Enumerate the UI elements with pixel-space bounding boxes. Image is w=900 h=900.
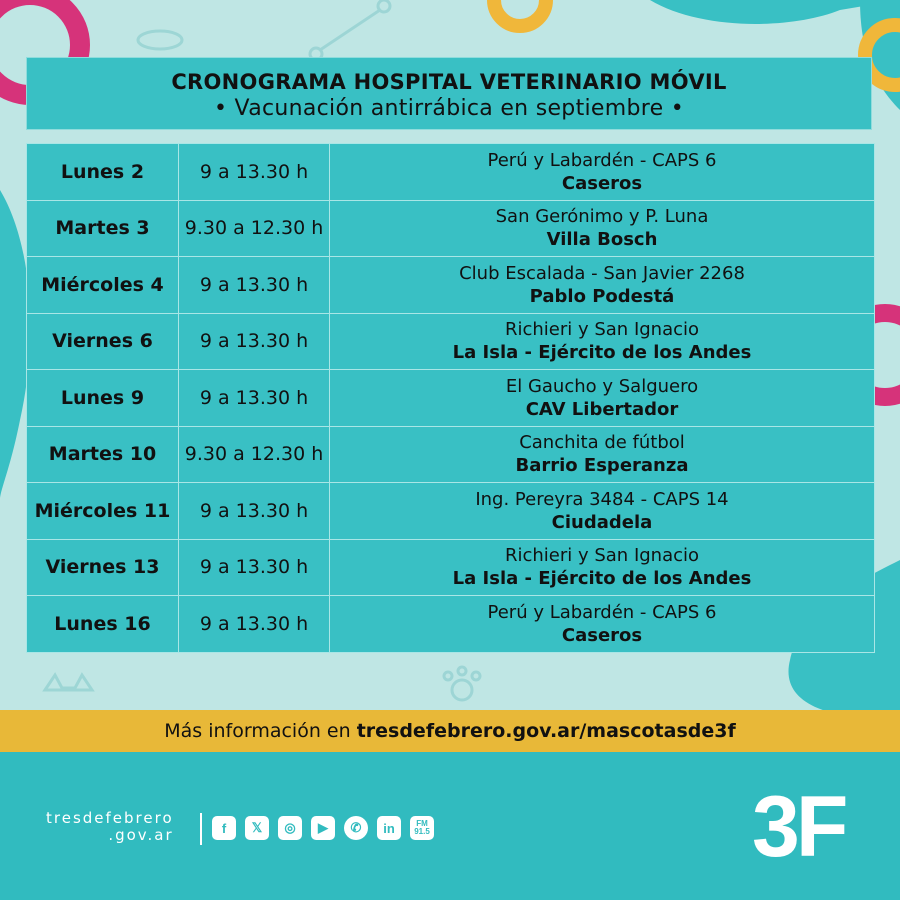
address-text: Ing. Pereyra 3484 - CAPS 14 [475,488,729,510]
address-text: Richieri y San Ignacio [504,319,700,341]
brand-logo-text [46,810,174,844]
time-cell: 9.30 a 12.30 h [179,200,330,257]
day-cell: Lunes 2 [27,144,179,201]
brand-line2: .gov.ar [108,826,174,844]
place-cell [330,200,875,257]
address-text: Canchita de fútbol [519,432,685,454]
table-row [27,483,875,540]
instagram-icon[interactable]: ◎ [278,816,302,840]
info-link[interactable]: tresdefebrero.gov.ar/mascotasde3f [356,720,736,742]
fm-radio-icon[interactable]: FM 91.5 [410,816,434,840]
3f-logo: 3F [752,779,845,875]
locality-text: Barrio Esperanza [515,455,689,477]
place-cell [330,596,875,653]
table-row [27,370,875,427]
place-cell [330,313,875,370]
address-text: San Gerónimo y P. Luna [495,206,709,228]
day-cell: Viernes 6 [27,313,179,370]
brand-line1: tresdefebrero [46,809,174,827]
table-row [27,313,875,370]
table-row [27,596,875,653]
schedule-table [26,143,875,653]
locality-text: La Isla - Ejército de los Andes [452,342,752,364]
place-cell [330,539,875,596]
place-cell [330,257,875,314]
place-cell [330,144,875,201]
place-cell [330,370,875,427]
time-cell: 9 a 13.30 h [179,257,330,314]
time-cell: 9 a 13.30 h [179,539,330,596]
header-box [26,57,872,130]
day-cell: Viernes 13 [27,539,179,596]
address-text: Club Escalada - San Javier 2268 [459,262,745,284]
facebook-icon[interactable]: f [212,816,236,840]
youtube-icon[interactable]: ▶ [311,816,335,840]
locality-text: Ciudadela [551,511,653,533]
address-text: Perú y Labardén - CAPS 6 [487,149,717,171]
social-links [212,816,434,840]
address-text: Richieri y San Ignacio [504,545,700,567]
time-cell: 9 a 13.30 h [179,144,330,201]
day-cell: Martes 3 [27,200,179,257]
linkedin-icon[interactable]: in [377,816,401,840]
place-cell [330,426,875,483]
table-row [27,257,875,314]
info-prefix: Más información en [164,720,357,742]
locality-text: Villa Bosch [546,229,658,251]
table-row [27,426,875,483]
day-cell: Lunes 9 [27,370,179,427]
info-bar [0,710,900,752]
locality-text: Pablo Podestá [529,285,675,307]
address-text: El Gaucho y Salguero [505,375,699,397]
table-row [27,200,875,257]
page-subtitle: • Vacunación antirrábica en septiembre • [213,96,685,121]
footer-divider [200,813,202,845]
time-cell: 9 a 13.30 h [179,370,330,427]
time-cell: 9 a 13.30 h [179,596,330,653]
day-cell: Miércoles 4 [27,257,179,314]
time-cell: 9 a 13.30 h [179,313,330,370]
locality-text: La Isla - Ejército de los Andes [452,568,752,590]
place-cell [330,483,875,540]
table-row [27,539,875,596]
locality-text: CAV Libertador [525,398,679,420]
x-icon[interactable]: 𝕏 [245,816,269,840]
page-title: CRONOGRAMA HOSPITAL VETERINARIO MÓVIL [171,70,727,94]
table-row [27,144,875,201]
locality-text: Caseros [561,624,643,646]
day-cell: Miércoles 11 [27,483,179,540]
whatsapp-icon[interactable]: ✆ [344,816,368,840]
day-cell: Martes 10 [27,426,179,483]
day-cell: Lunes 16 [27,596,179,653]
address-text: Perú y Labardén - CAPS 6 [487,601,717,623]
time-cell: 9.30 a 12.30 h [179,426,330,483]
locality-text: Caseros [561,172,643,194]
time-cell: 9 a 13.30 h [179,483,330,540]
